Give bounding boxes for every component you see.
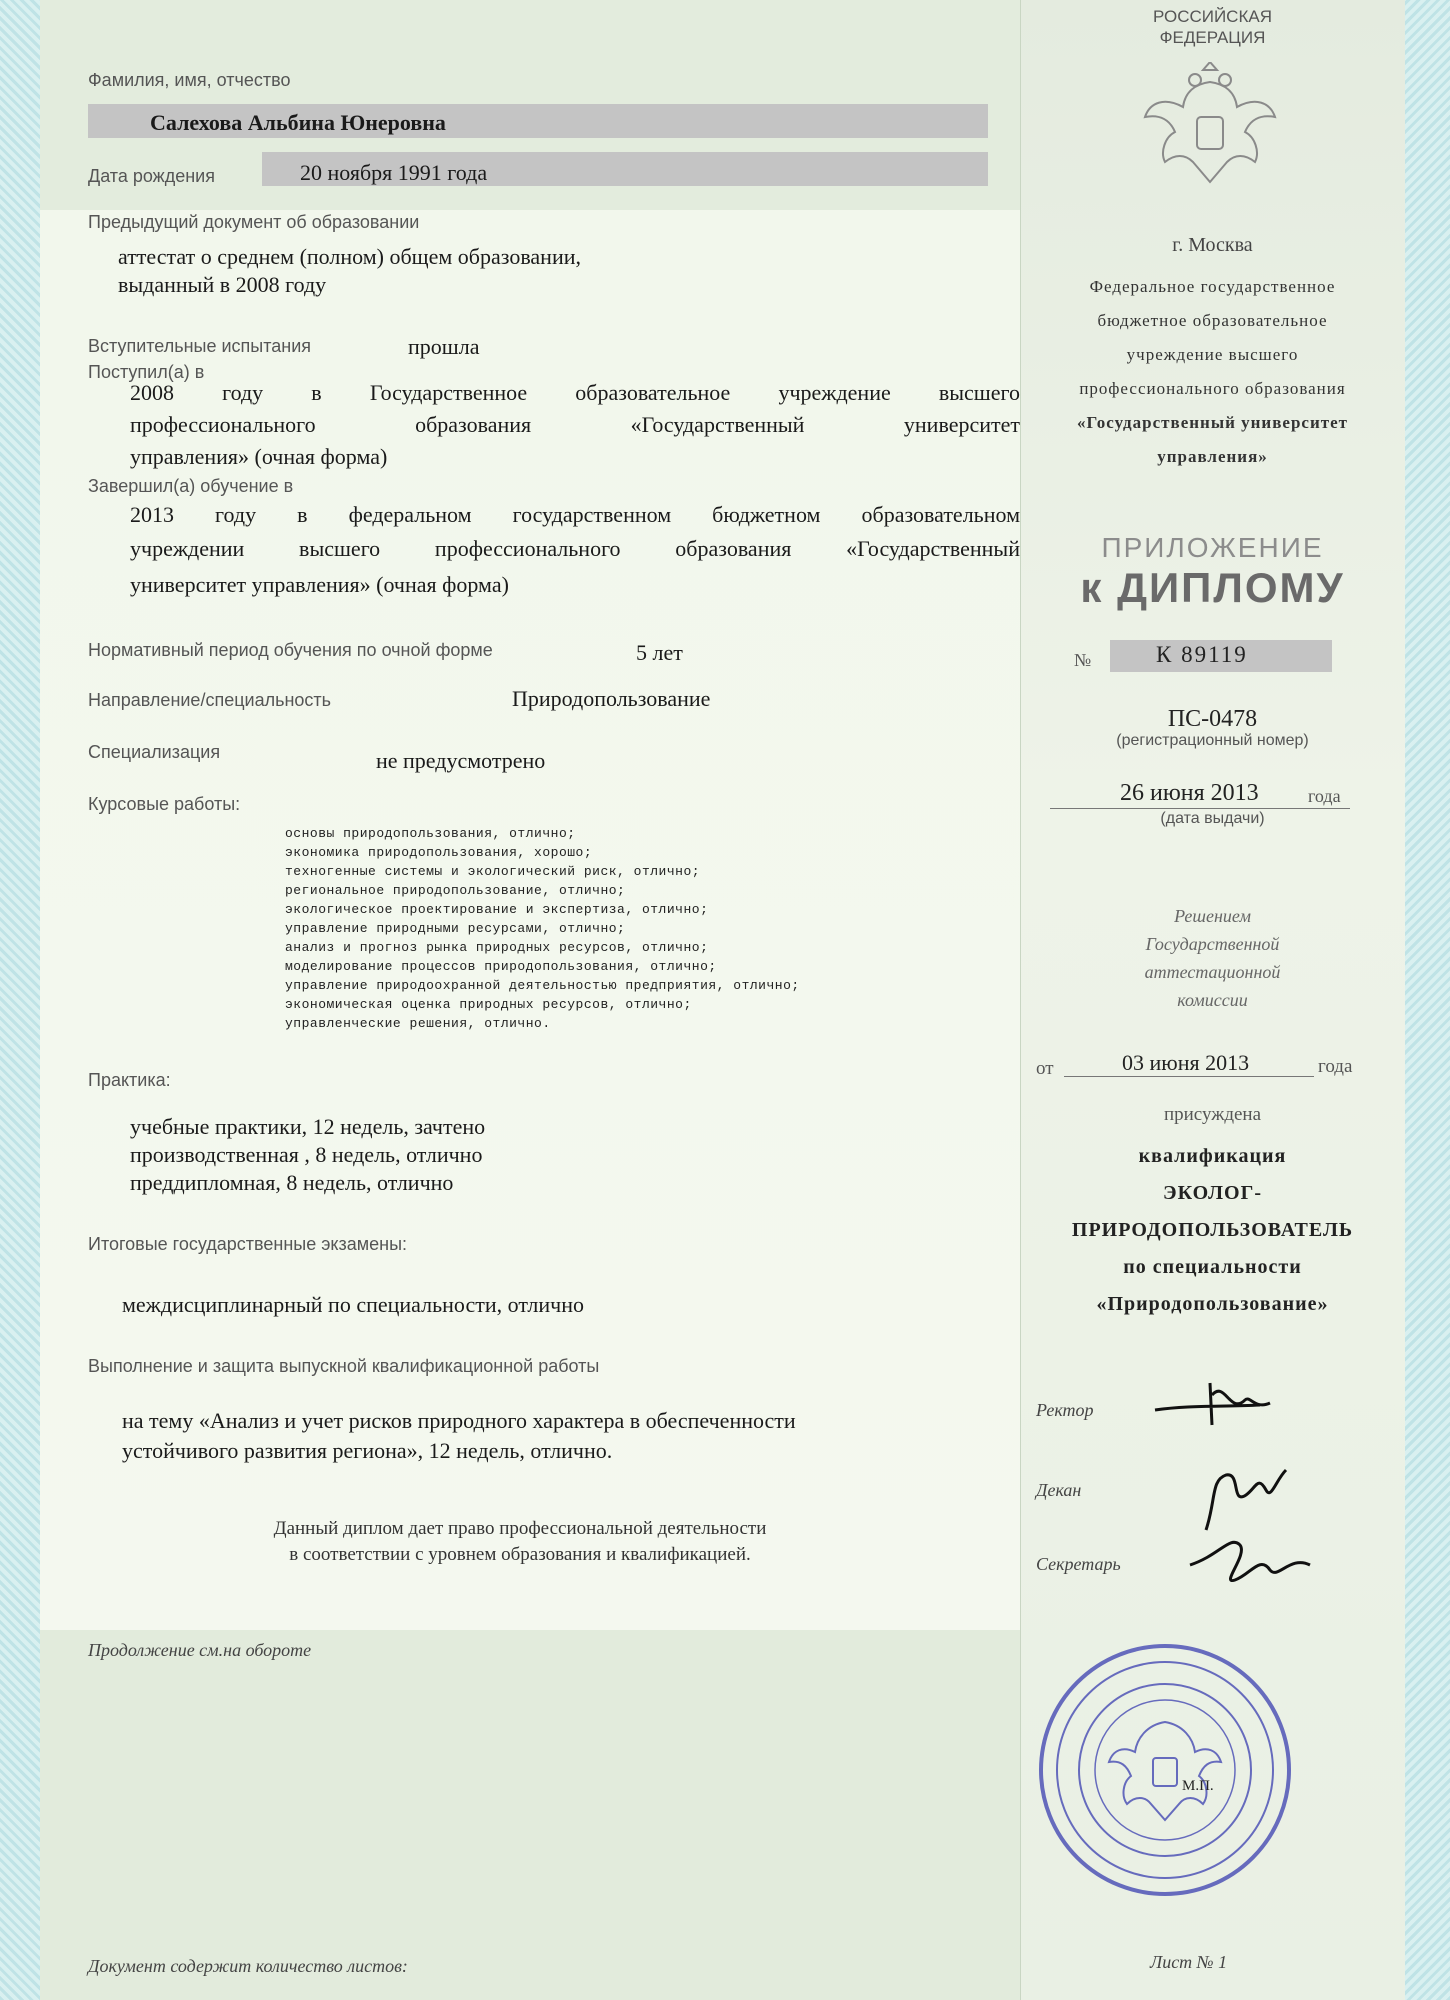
- graduated-line2: учреждении высшего профессионального образования «Государственный: [130, 536, 1020, 561]
- decision-line4: комиссии: [1177, 990, 1248, 1010]
- rights-line1: Данный диплом дает право профессиональной деятельности: [273, 1518, 767, 1539]
- awarded-label: присуждена: [1163, 1104, 1262, 1125]
- institution-block: [1020, 270, 1405, 474]
- full-name: Салехова Альбина Юнеровна: [150, 110, 446, 135]
- institution-line2: бюджетное образовательное: [1097, 311, 1328, 330]
- coursework-item: управление природоохранной деятельностью предприятия, отлично;: [285, 978, 800, 993]
- final-exams-label: Итоговые государственные экзамены:: [88, 1234, 408, 1254]
- thesis-label: Выполнение и защита выпускной квалификационной работы: [88, 1356, 600, 1376]
- issue-date: 26 июня 2013: [1120, 780, 1259, 806]
- coat-of-arms-icon: [1135, 62, 1285, 192]
- coursework-item: основы природопользования, отлично;: [285, 826, 576, 841]
- entrance-exams-value: прошла: [408, 334, 480, 359]
- qualification-block: [1020, 1138, 1405, 1323]
- decision-line2: Государственной: [1145, 934, 1280, 954]
- admitted-label: Поступил(а) в: [88, 362, 205, 382]
- sheet-number: Лист № 1: [1150, 1952, 1228, 1972]
- coursework-item: управление природными ресурсами, отлично;: [285, 921, 626, 936]
- number-prefix: №: [1074, 650, 1092, 670]
- country-line2: ФЕДЕРАЦИЯ: [1159, 28, 1266, 47]
- coursework-item: техногенные системы и экологический риск, отлично;: [285, 864, 701, 879]
- qualification-line1: квалификация: [1138, 1145, 1287, 1167]
- final-exams-value: междисциплинарный по специальности, отлично: [122, 1292, 584, 1317]
- dean-label: Декан: [1036, 1480, 1082, 1500]
- qualification-line3: ПРИРОДОПОЛЬЗОВАТЕЛЬ: [1071, 1219, 1354, 1241]
- continued-note: Продолжение см.на обороте: [88, 1640, 312, 1660]
- coursework-item: анализ и прогноз рынка природных ресурсов, отлично;: [285, 940, 709, 955]
- institution-line6: управления»: [1157, 447, 1268, 466]
- study-period-value: 5 лет: [636, 640, 683, 665]
- admitted-line2: профессионального образования «Государственный университет: [130, 412, 1020, 437]
- admitted-line3: управления» (очная форма): [130, 444, 388, 469]
- secretary-signature-icon: [1180, 1525, 1320, 1595]
- diploma-number: К 89119: [1156, 642, 1248, 667]
- sheet-count-label: Документ содержит количество листов:: [88, 1956, 408, 1976]
- city: г. Москва: [1172, 234, 1253, 256]
- specialization-label: Специализация: [88, 742, 221, 762]
- stamp-mp: М.П.: [1182, 1778, 1214, 1794]
- full-name-label: Фамилия, имя, отчество: [88, 70, 291, 90]
- direction-label: Направление/специальность: [88, 690, 332, 710]
- thesis-line2: устойчивого развития региона», 12 недель, отлично.: [122, 1438, 613, 1463]
- direction-value: Природопользование: [512, 686, 711, 711]
- previous-document-label: Предыдущий документ об образовании: [88, 212, 420, 232]
- study-period-label: Нормативный период обучения по очной форме: [88, 640, 493, 660]
- secretary-label: Секретарь: [1036, 1554, 1121, 1574]
- institution-line3: учреждение высшего: [1126, 345, 1299, 364]
- previous-document-line1: аттестат о среднем (полном) общем образовании,: [118, 244, 581, 269]
- decision-block: [1020, 902, 1405, 1014]
- birth-date-label: Дата рождения: [88, 166, 215, 186]
- country-header: [1020, 6, 1405, 48]
- country-line1: РОССИЙСКАЯ: [1153, 7, 1272, 26]
- left-security-border: [0, 0, 40, 2000]
- graduated-label: Завершил(а) обучение в: [88, 476, 294, 496]
- registration-number-label: (регистрационный номер): [1116, 732, 1309, 749]
- admitted-line1: 2008 году в Государственное образовательное учреждение высшего: [130, 380, 1020, 405]
- qualification-line4: по специальности: [1123, 1256, 1302, 1278]
- coursework-item: экономическая оценка природных ресурсов, отлично;: [285, 997, 692, 1012]
- institution-line1: Федеральное государственное: [1089, 277, 1336, 296]
- decision-from-prefix: от: [1036, 1058, 1054, 1079]
- qualification-line2: ЭКОЛОГ-: [1163, 1182, 1262, 1204]
- issue-date-suffix: года: [1308, 786, 1341, 806]
- graduated-line3: университет управления» (очная форма): [130, 572, 509, 597]
- practice-label: Практика:: [88, 1070, 171, 1090]
- rights-line2: в соответствии с уровнем образования и квалификацией.: [289, 1544, 751, 1565]
- coursework-item: региональное природопользование, отлично;: [285, 883, 626, 898]
- coursework-item: экономика природопользования, хорошо;: [285, 845, 593, 860]
- registration-number: ПС-0478: [1167, 706, 1258, 732]
- title-to-diploma: к ДИПЛОМУ: [1080, 564, 1345, 611]
- decision-date: 03 июня 2013: [1122, 1050, 1250, 1075]
- coursework-item: управленческие решения, отлично.: [285, 1016, 551, 1031]
- birth-date: 20 ноября 1991 года: [300, 160, 488, 185]
- previous-document-line2: выданный в 2008 году: [118, 272, 327, 297]
- entrance-exams-label: Вступительные испытания: [88, 336, 312, 356]
- rector-label: Ректор: [1036, 1400, 1094, 1420]
- graduated-line1: 2013 году в федеральном государственном бюджетном образовательном: [130, 502, 1020, 527]
- practice-line3: преддипломная, 8 недель, отлично: [130, 1170, 454, 1195]
- rector-signature-icon: [1150, 1375, 1300, 1435]
- practice-line1: учебные практики, 12 недель, зачтено: [130, 1114, 486, 1139]
- decision-date-line: [1064, 1076, 1314, 1077]
- institution-line4: профессионального образования: [1079, 379, 1346, 398]
- issue-date-label: (дата выдачи): [1160, 810, 1265, 827]
- practice-line2: производственная , 8 недель, отлично: [130, 1142, 483, 1167]
- issue-date-line: [1050, 808, 1350, 809]
- specialization-value: не предусмотрено: [376, 748, 546, 773]
- thesis-line1: на тему «Анализ и учет рисков природного характера в обеспеченности: [122, 1408, 796, 1433]
- decision-line3: аттестационной: [1144, 962, 1281, 982]
- coursework-item: моделирование процессов природопользования, отлично;: [285, 959, 717, 974]
- title-appendix: ПРИЛОЖЕНИЕ: [1101, 532, 1324, 563]
- decision-date-suffix: года: [1318, 1056, 1353, 1077]
- decision-line1: Решением: [1174, 906, 1251, 926]
- coursework-label: Курсовые работы:: [88, 794, 241, 814]
- institution-line5: «Государственный университет: [1076, 413, 1348, 432]
- coursework-item: экологическое проектирование и экспертиза, отлично;: [285, 902, 709, 917]
- qualification-line5: «Природопользование»: [1096, 1293, 1329, 1315]
- official-stamp-icon: [1035, 1640, 1295, 1900]
- right-security-border: [1405, 0, 1450, 2000]
